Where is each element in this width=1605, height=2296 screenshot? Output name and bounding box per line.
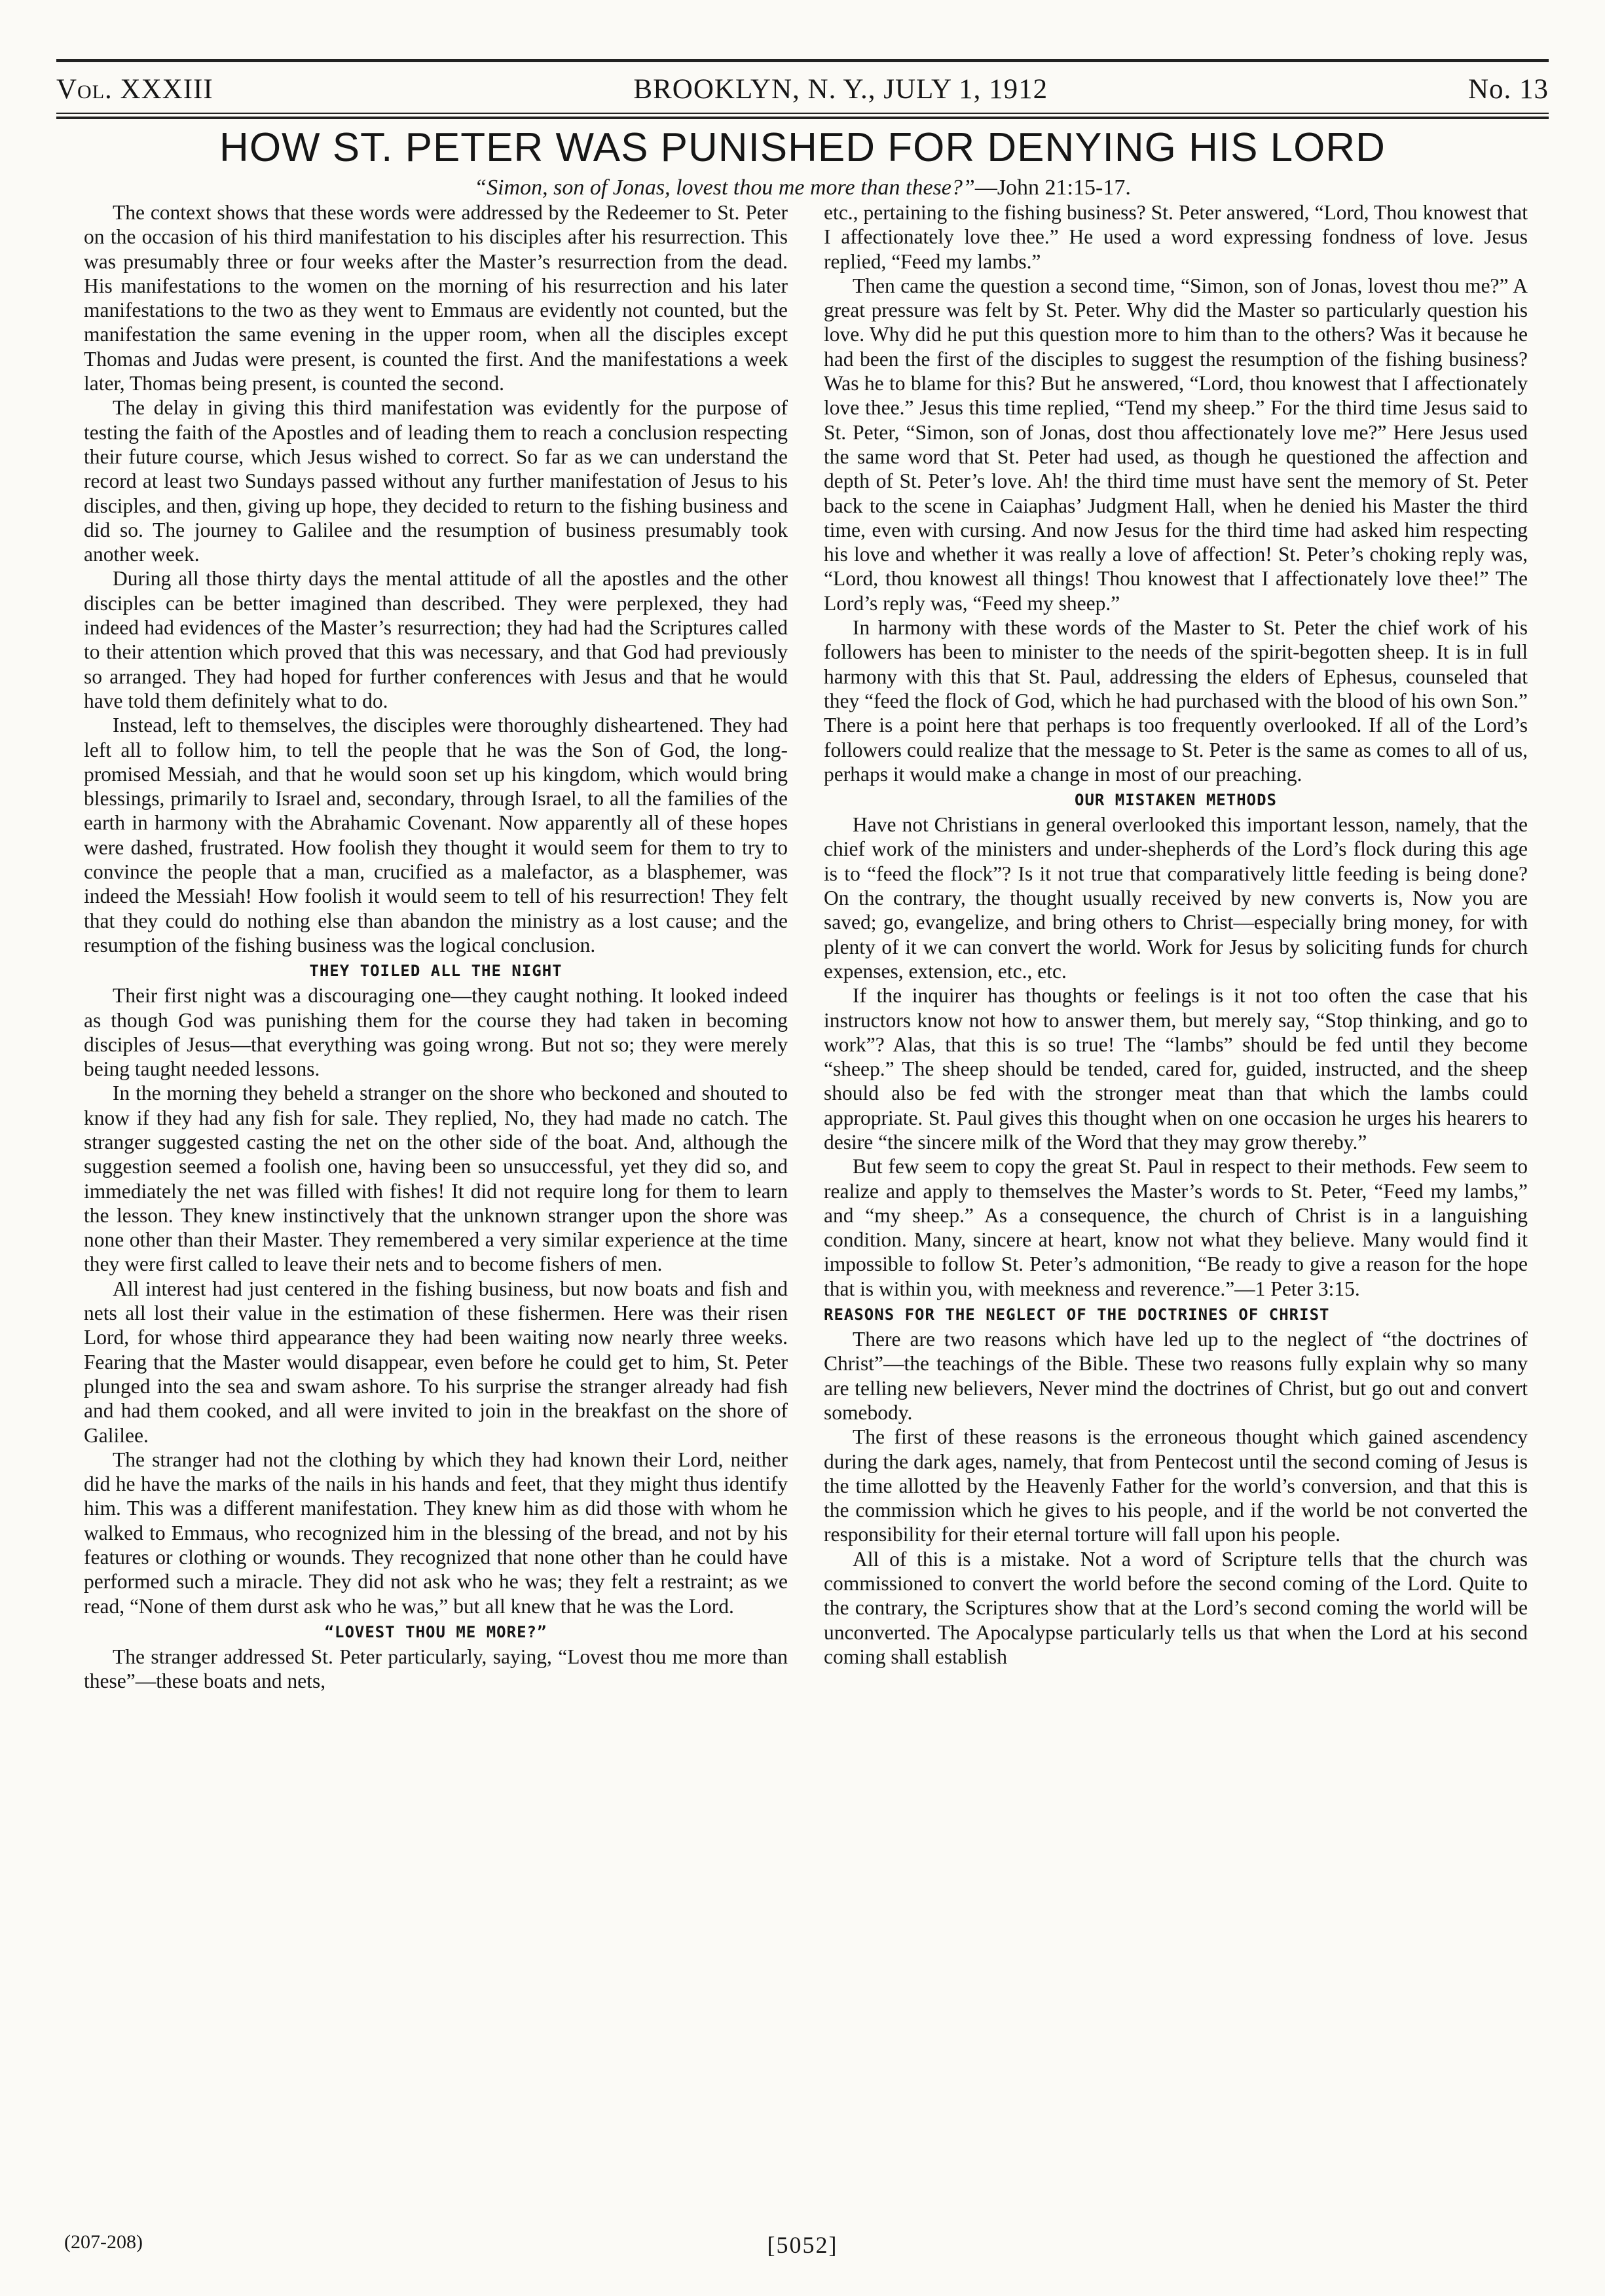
- paragraph: The stranger addressed St. Peter particularly, saying, “Lovest thou me more than these”—these boats and nets,: [84, 1645, 788, 1693]
- section-heading: REASONS FOR THE NEGLECT OF THE DOCTRINES OF CHRIST: [824, 1305, 1330, 1324]
- paragraph: There are two reasons which have led up to the neglect of “the doctrines of Christ”—the teachings of the Bible. These two reasons fully explain why so many are telling new believers, Never mind the doctrines of Christ, but go out and convert somebody.: [824, 1328, 1528, 1424]
- section-heading: OUR MISTAKEN METHODS: [1075, 791, 1277, 810]
- paragraph: In the morning they beheld a stranger on the shore who beckoned and shouted to know if they had any fish for sale. They replied, No, they had made no catch. The stranger suggested casting the net on the other side of the boat. And, although the suggestion seemed a foolish one, having been so unsuccessful, yet they did so, and immediately the net was filled with fishes! It did not require long for them to learn the lesson. They knew instinctively that the unknown stranger upon the shore was none other than their Master. They remembered a very similar experience at the time they were first called to leave their nets and to become fishers of men.: [84, 1082, 788, 1276]
- section-heading: THEY TOILED ALL THE NIGHT: [309, 962, 563, 981]
- epigraph-quote: “Simon, son of Jonas, lovest thou me more than these?”: [474, 175, 975, 200]
- header-rule-thin: [56, 113, 1549, 114]
- section-heading: “LOVEST THOU ME MORE?”: [324, 1622, 547, 1641]
- paragraph: Then came the question a second time, “Simon, son of Jonas, lovest thou me?” A great pressure was felt by St. Peter. Why did the Master so particularly question his love. Why did he put this question more to him than to the others? Was it because he had been the first of the disciples to suggest the resumption of the fishing business? Was he to blame for this? But he answered, “Lord, thou knowest that I affectionately love thee.” Jesus this time replied, “Tend my sheep.” For the third time Jesus said to St. Peter, “Simon, son of Jonas, dost thou affectionately love me?” Here Jesus used the same word that St. Peter had used, as though he questioned the affection and depth of St. Peter’s love. Ah! the third time must have sent the memory of St. Peter back to the scene in Caiaphas’ Judgment Hall, when he denied his Master the third time, even with cursing. And now Jesus for the third time had asked him respecting his love and whether it was really a love of affection! St. Peter’s choking reply was, “Lord, thou knowest all things! Thou knowest that I affectionately love thee!” The Lord’s reply was, “Feed my sheep.”: [824, 274, 1528, 615]
- paragraph: Have not Christians in general overlooked this important lesson, namely, that the chief work of the ministers and under-shepherds of the Lord’s flock during this age is to “feed the flock”? Is it not true that comparatively little feeding is being done? On the contrary, the thought usually received by new converts is, Now you are saved; go, evangelize, and bring others to Christ—especially bring money, for with plenty of it we can convert the world. Work for Jesus by soliciting funds for church expenses, extension, etc., etc.: [824, 813, 1528, 983]
- paragraph: During all those thirty days the mental attitude of all the apostles and the other disciples can be better imagined than described. They were perplexed, they had indeed had evidences of the Master’s resurrection; they had had the Scriptures called to their attention which proved that this was necessary, and that God had previously so arranged. They had hoped for further conferences with Jesus and that he would have told them definitely what to do.: [84, 567, 788, 712]
- paragraph: The first of these reasons is the erroneous thought which gained ascendency during the dark ages, namely, that from Pentecost until the second coming of Jesus is the time allotted by the Heavenly Father for the world’s conversion, and that this is the commission which he gives to his people, and if the world be not converted the responsibility for their eternal torture will fall upon his people.: [824, 1425, 1528, 1546]
- paragraph: Instead, left to themselves, the disciples were thoroughly disheartened. They had left all to follow him, to tell the people that he was the Son of God, the long-promised Messiah, and that he would soon set up his kingdom, which would bring blessings, primarily to Israel and, secondary, through Israel, to all the families of the earth in harmony with the Abrahamic Covenant. Now apparently all of these hopes were dashed, frustrated. How foolish they thought it would seem for them to try to convince the people that a man, crucified as a malefactor, as a blasphemer, was indeed the Messiah! How foolish it would seem to tell of his resurrection! They felt that they could do nothing else than abandon the ministry as a lost cause; and the resumption of the fishing business was the logical conclusion.: [84, 714, 788, 957]
- paragraph: But few seem to copy the great St. Paul in respect to their methods. Few seem to realize and apply to themselves the Master’s words to St. Peter, “Feed my lambs,” and “my sheep.” As a consequence, the church of Christ is in a languishing condition. Many, sincere at heart, know not what they believe. Many would find it impossible to follow St. Peter’s admonition, “Be ready to give a reason for the hope that is within you, with meekness and reverence.”—1 Peter 3:15.: [824, 1155, 1528, 1300]
- header-rule-thick: [56, 117, 1549, 119]
- column-left: [84, 200, 788, 2210]
- paragraph: Their first night was a discouraging one—they caught nothing. It looked indeed as though God was punishing them for the course they had taken in becoming disciples of Jesus—that everything was going wrong. But not so; they were merely being taught needed lessons.: [84, 984, 788, 1081]
- footer-reference: (207-208): [64, 2231, 143, 2253]
- paragraph: In harmony with these words of the Master to St. Peter the chief work of his followers has been to minister to the needs of the spirit-begotten sheep. It is in full harmony with this that St. Paul, addressing the elders of Ephesus, counseled that they “feed the flock of God, which he had purchased with the blood of his own Son.” There is a point here that perhaps is too frequently overlooked. If all of the Lord’s followers could realize that the message to St. Peter is the same as comes to all of us, perhaps it would make a change in most of our preaching.: [824, 616, 1528, 786]
- epigraph: [56, 175, 1549, 200]
- column-right: [824, 200, 1528, 2210]
- paragraph: The delay in giving this third manifestation was evidently for the purpose of testing the faith of the Apostles and of leading them to reach a conclusion respecting their future course, which Jesus wished to correct. So far as we can understand the record at least two Sundays passed without any further manifestation of Jesus to his disciples, and then, giving up hope, they decided to return to the fishing business and did so. The journey to Galilee and the resumption of business presumably took another week.: [84, 396, 788, 566]
- place-date: BROOKLYN, N. Y., JULY 1, 1912: [633, 73, 1048, 105]
- issue-number: No. 13: [1467, 73, 1549, 105]
- epigraph-reference: —John 21:15-17.: [974, 175, 1131, 200]
- article-body: [84, 200, 1528, 2210]
- paragraph: All of this is a mistake. Not a word of Scripture tells that the church was commissioned to convert the world before the second coming of the Lord. Quite to the contrary, the Scriptures show that at the Lord’s second coming the world will be unconverted. The Apocalypse particularly tells us that when the Lord at his second coming shall establish: [824, 1547, 1528, 1668]
- article-title: HOW ST. PETER WAS PUNISHED FOR DENYING HIS LORD: [219, 125, 1386, 170]
- masthead: [56, 68, 1549, 110]
- paragraph: All interest had just centered in the fishing business, but now boats and fish and nets all lost their value in the estimation of these fishermen. Here was their risen Lord, for whose third appearance they had been waiting now nearly three weeks. Fearing that the Master would disappear, even before he could get to him, St. Peter plunged into the sea and swam ashore. To his surprise the stranger already had fish and had them cooked, and all were invited to join in the breakfast on the shore of Galilee.: [84, 1277, 788, 1447]
- page-number: [5052]: [767, 2232, 838, 2258]
- page-footer: [56, 2231, 1549, 2264]
- paragraph: etc., pertaining to the fishing business? St. Peter answered, “Lord, Thou knowest that I affectionately love thee.” He used a word expressing fondness of love. Jesus replied, “Feed my lambs.”: [824, 201, 1528, 273]
- header-rule-top: [56, 59, 1549, 62]
- volume-label: Vol. XXXIII: [56, 73, 213, 105]
- paragraph: The context shows that these words were addressed by the Redeemer to St. Peter on the occasion of his third manifestation to his disciples after his resurrection. This was presumably three or four weeks after the Master’s resurrection from the dead. His manifestations to the women on the morning of his resurrection and his later manifestations to the two as they went to Emmaus are evidently not counted, but the manifestation the same evening in the upper room, when all the disciples except Thomas and Judas were present, is counted the first. And the manifestations a week later, Thomas being present, is counted the second.: [84, 201, 788, 395]
- paragraph: If the inquirer has thoughts or feelings is it not too often the case that his instructors know not how to answer them, but merely say, “Stop thinking, and go to work”? Alas, that this is so true! The “lambs” should be fed until they become “sheep.” The sheep should be tended, cared for, guided, instructed, and the sheep should also be fed with the stronger meat than that which the lambs could appropriate. St. Paul gives this thought when on one occasion he urges his hearers to desire “the sincere milk of the Word that they may grow thereby.”: [824, 984, 1528, 1154]
- paragraph: The stranger had not the clothing by which they had known their Lord, neither did he have the marks of the nails in his hands and feet, that they might thus identify him. This was a different manifestation. They knew him as did those with whom he walked to Emmaus, who recognized him in the blessing of the bread, and not by his features or clothing or wounds. They recognized that none other than he could have performed such a miracle. They did not ask who he was; they felt a restraint; as we read, “None of them durst ask who he was,” but all knew that he was the Lord.: [84, 1448, 788, 1618]
